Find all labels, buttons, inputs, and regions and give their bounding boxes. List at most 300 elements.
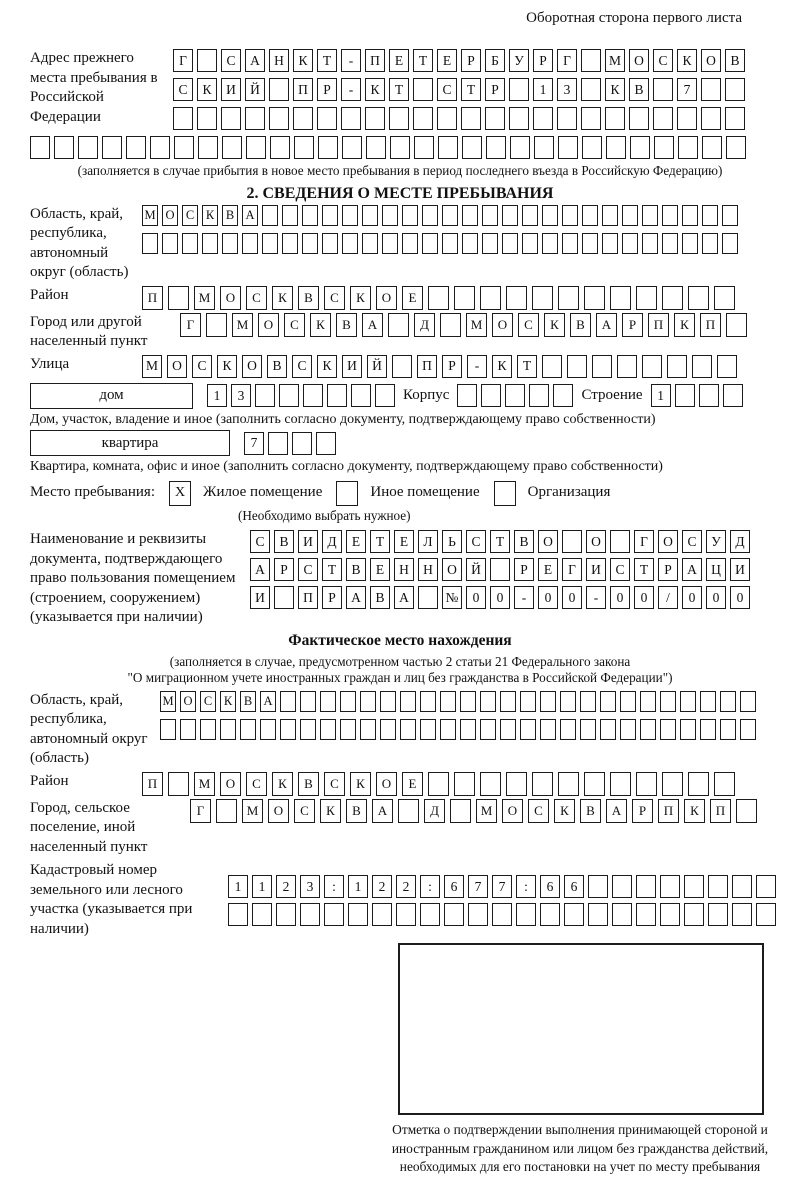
char-cell[interactable]: [732, 903, 752, 926]
char-cell[interactable]: [567, 355, 587, 378]
char-cell[interactable]: О: [242, 355, 262, 378]
char-cell[interactable]: [457, 384, 477, 407]
char-cell[interactable]: С: [221, 49, 241, 72]
char-cell[interactable]: 0: [538, 586, 558, 609]
char-cell[interactable]: 2: [276, 875, 296, 898]
char-cell[interactable]: [302, 205, 318, 226]
char-cell[interactable]: [540, 903, 560, 926]
char-cell[interactable]: [126, 136, 146, 159]
char-cell[interactable]: [532, 772, 553, 796]
char-cell[interactable]: [462, 233, 478, 254]
char-cell[interactable]: О: [586, 530, 606, 553]
char-cell[interactable]: [420, 903, 440, 926]
char-cell[interactable]: К: [202, 205, 218, 226]
char-cell[interactable]: Н: [269, 49, 289, 72]
char-cell[interactable]: [636, 772, 657, 796]
char-cell[interactable]: [500, 719, 516, 740]
char-cell[interactable]: :: [324, 875, 344, 898]
char-cell[interactable]: К: [674, 313, 695, 337]
char-cell[interactable]: К: [350, 772, 371, 796]
char-cell[interactable]: [262, 233, 278, 254]
char-cell[interactable]: [269, 78, 289, 101]
char-cell[interactable]: [216, 799, 237, 823]
char-cell[interactable]: [592, 355, 612, 378]
char-cell[interactable]: К: [310, 313, 331, 337]
char-cell[interactable]: К: [317, 355, 337, 378]
char-cell[interactable]: [300, 903, 320, 926]
char-cell[interactable]: [510, 136, 530, 159]
char-cell[interactable]: [630, 136, 650, 159]
char-cell[interactable]: П: [293, 78, 313, 101]
char-cell[interactable]: Р: [533, 49, 553, 72]
char-cell[interactable]: 3: [231, 384, 251, 407]
char-cell[interactable]: Т: [317, 49, 337, 72]
char-cell[interactable]: 1: [252, 875, 272, 898]
char-cell[interactable]: С: [518, 313, 539, 337]
char-cell[interactable]: [437, 107, 457, 130]
char-cell[interactable]: [438, 136, 458, 159]
char-cell[interactable]: [610, 286, 631, 310]
stay-checkbox-other[interactable]: [336, 481, 358, 506]
char-cell[interactable]: 1: [651, 384, 671, 407]
char-cell[interactable]: [520, 719, 536, 740]
char-cell[interactable]: В: [267, 355, 287, 378]
char-cell[interactable]: [246, 136, 266, 159]
char-cell[interactable]: [274, 586, 294, 609]
char-cell[interactable]: [723, 384, 743, 407]
char-cell[interactable]: [292, 432, 312, 455]
char-cell[interactable]: [206, 313, 227, 337]
char-cell[interactable]: П: [658, 799, 679, 823]
char-cell[interactable]: С: [250, 530, 270, 553]
char-cell[interactable]: [454, 286, 475, 310]
char-cell[interactable]: Д: [424, 799, 445, 823]
char-cell[interactable]: К: [272, 286, 293, 310]
char-cell[interactable]: [317, 107, 337, 130]
char-cell[interactable]: [78, 136, 98, 159]
char-cell[interactable]: В: [570, 313, 591, 337]
char-cell[interactable]: С: [324, 286, 345, 310]
char-cell[interactable]: [610, 530, 630, 553]
char-cell[interactable]: [640, 691, 656, 712]
char-cell[interactable]: [640, 719, 656, 740]
char-cell[interactable]: [480, 772, 501, 796]
char-cell[interactable]: [322, 205, 338, 226]
char-cell[interactable]: [622, 233, 638, 254]
char-cell[interactable]: Ь: [442, 530, 462, 553]
char-cell[interactable]: [680, 719, 696, 740]
char-cell[interactable]: Й: [245, 78, 265, 101]
char-cell[interactable]: Л: [418, 530, 438, 553]
char-cell[interactable]: А: [242, 205, 258, 226]
char-cell[interactable]: О: [180, 691, 196, 712]
char-cell[interactable]: [602, 233, 618, 254]
char-cell[interactable]: К: [365, 78, 385, 101]
char-cell[interactable]: [302, 233, 318, 254]
char-cell[interactable]: [388, 313, 409, 337]
char-cell[interactable]: Т: [322, 558, 342, 581]
char-cell[interactable]: 0: [682, 586, 702, 609]
char-cell[interactable]: А: [372, 799, 393, 823]
char-cell[interactable]: [481, 384, 501, 407]
char-cell[interactable]: [322, 233, 338, 254]
char-cell[interactable]: К: [544, 313, 565, 337]
char-cell[interactable]: [582, 136, 602, 159]
char-cell[interactable]: С: [182, 205, 198, 226]
char-cell[interactable]: П: [417, 355, 437, 378]
char-cell[interactable]: [610, 772, 631, 796]
char-cell[interactable]: 2: [396, 875, 416, 898]
char-cell[interactable]: [678, 136, 698, 159]
char-cell[interactable]: [482, 205, 498, 226]
char-cell[interactable]: [382, 233, 398, 254]
char-cell[interactable]: [380, 691, 396, 712]
char-cell[interactable]: [714, 772, 735, 796]
char-cell[interactable]: [740, 691, 756, 712]
char-cell[interactable]: [680, 691, 696, 712]
char-cell[interactable]: [414, 136, 434, 159]
char-cell[interactable]: 0: [466, 586, 486, 609]
char-cell[interactable]: Р: [322, 586, 342, 609]
char-cell[interactable]: [682, 205, 698, 226]
char-cell[interactable]: [382, 205, 398, 226]
char-cell[interactable]: [534, 136, 554, 159]
char-cell[interactable]: С: [653, 49, 673, 72]
char-cell[interactable]: [468, 903, 488, 926]
char-cell[interactable]: [282, 233, 298, 254]
char-cell[interactable]: [558, 772, 579, 796]
char-cell[interactable]: [142, 233, 158, 254]
char-cell[interactable]: [485, 107, 505, 130]
char-cell[interactable]: А: [346, 586, 366, 609]
char-cell[interactable]: Г: [190, 799, 211, 823]
char-cell[interactable]: К: [220, 691, 236, 712]
char-cell[interactable]: [360, 719, 376, 740]
char-cell[interactable]: О: [220, 286, 241, 310]
char-cell[interactable]: С: [200, 691, 216, 712]
char-cell[interactable]: И: [342, 355, 362, 378]
char-cell[interactable]: [197, 49, 217, 72]
char-cell[interactable]: С: [284, 313, 305, 337]
char-cell[interactable]: О: [629, 49, 649, 72]
char-cell[interactable]: П: [142, 772, 163, 796]
char-cell[interactable]: 0: [706, 586, 726, 609]
char-cell[interactable]: Т: [634, 558, 654, 581]
char-cell[interactable]: И: [298, 530, 318, 553]
char-cell[interactable]: В: [274, 530, 294, 553]
char-cell[interactable]: [620, 691, 636, 712]
char-cell[interactable]: [558, 286, 579, 310]
char-cell[interactable]: [221, 107, 241, 130]
char-cell[interactable]: [375, 384, 395, 407]
char-cell[interactable]: [509, 78, 529, 101]
char-cell[interactable]: [303, 384, 323, 407]
char-cell[interactable]: [588, 875, 608, 898]
char-cell[interactable]: [660, 691, 676, 712]
char-cell[interactable]: К: [197, 78, 217, 101]
char-cell[interactable]: Н: [418, 558, 438, 581]
char-cell[interactable]: [692, 355, 712, 378]
char-cell[interactable]: [581, 49, 601, 72]
char-cell[interactable]: [440, 719, 456, 740]
char-cell[interactable]: [168, 286, 189, 310]
char-cell[interactable]: [622, 205, 638, 226]
char-cell[interactable]: [606, 136, 626, 159]
char-cell[interactable]: [242, 233, 258, 254]
char-cell[interactable]: Е: [370, 558, 390, 581]
char-cell[interactable]: У: [509, 49, 529, 72]
char-cell[interactable]: [564, 903, 584, 926]
char-cell[interactable]: [642, 355, 662, 378]
char-cell[interactable]: [324, 903, 344, 926]
char-cell[interactable]: Е: [402, 772, 423, 796]
char-cell[interactable]: [540, 691, 556, 712]
char-cell[interactable]: [366, 136, 386, 159]
char-cell[interactable]: [516, 903, 536, 926]
char-cell[interactable]: О: [492, 313, 513, 337]
char-cell[interactable]: [636, 286, 657, 310]
char-cell[interactable]: :: [420, 875, 440, 898]
char-cell[interactable]: -: [514, 586, 534, 609]
char-cell[interactable]: [392, 355, 412, 378]
char-cell[interactable]: М: [466, 313, 487, 337]
char-cell[interactable]: [262, 205, 278, 226]
char-cell[interactable]: И: [250, 586, 270, 609]
char-cell[interactable]: Т: [490, 530, 510, 553]
char-cell[interactable]: [293, 107, 313, 130]
char-cell[interactable]: [736, 799, 757, 823]
char-cell[interactable]: [440, 313, 461, 337]
char-cell[interactable]: С: [324, 772, 345, 796]
char-cell[interactable]: [662, 772, 683, 796]
char-cell[interactable]: [320, 691, 336, 712]
char-cell[interactable]: [482, 233, 498, 254]
char-cell[interactable]: [282, 205, 298, 226]
char-cell[interactable]: [580, 691, 596, 712]
char-cell[interactable]: [636, 903, 656, 926]
char-cell[interactable]: К: [677, 49, 697, 72]
char-cell[interactable]: О: [162, 205, 178, 226]
char-cell[interactable]: Т: [389, 78, 409, 101]
char-cell[interactable]: О: [538, 530, 558, 553]
char-cell[interactable]: [509, 107, 529, 130]
char-cell[interactable]: [160, 719, 176, 740]
char-cell[interactable]: [582, 233, 598, 254]
char-cell[interactable]: К: [554, 799, 575, 823]
char-cell[interactable]: С: [682, 530, 702, 553]
char-cell[interactable]: Е: [394, 530, 414, 553]
char-cell[interactable]: [553, 384, 573, 407]
char-cell[interactable]: Т: [413, 49, 433, 72]
char-cell[interactable]: В: [240, 691, 256, 712]
char-cell[interactable]: Р: [317, 78, 337, 101]
char-cell[interactable]: [642, 205, 658, 226]
char-cell[interactable]: [413, 107, 433, 130]
char-cell[interactable]: [660, 903, 680, 926]
char-cell[interactable]: [486, 136, 506, 159]
char-cell[interactable]: 2: [372, 875, 392, 898]
char-cell[interactable]: [636, 875, 656, 898]
char-cell[interactable]: [500, 691, 516, 712]
char-cell[interactable]: К: [293, 49, 313, 72]
char-cell[interactable]: С: [437, 78, 457, 101]
char-cell[interactable]: 6: [540, 875, 560, 898]
char-cell[interactable]: Р: [658, 558, 678, 581]
char-cell[interactable]: И: [586, 558, 606, 581]
char-cell[interactable]: К: [217, 355, 237, 378]
char-cell[interactable]: [168, 772, 189, 796]
char-cell[interactable]: [480, 719, 496, 740]
char-cell[interactable]: Д: [414, 313, 435, 337]
char-cell[interactable]: [581, 78, 601, 101]
char-cell[interactable]: [620, 719, 636, 740]
char-cell[interactable]: [740, 719, 756, 740]
char-cell[interactable]: [654, 136, 674, 159]
char-cell[interactable]: [558, 136, 578, 159]
char-cell[interactable]: [340, 691, 356, 712]
char-cell[interactable]: 1: [533, 78, 553, 101]
char-cell[interactable]: [318, 136, 338, 159]
char-cell[interactable]: [444, 903, 464, 926]
char-cell[interactable]: О: [167, 355, 187, 378]
char-cell[interactable]: [462, 136, 482, 159]
char-cell[interactable]: [252, 903, 272, 926]
char-cell[interactable]: Г: [173, 49, 193, 72]
char-cell[interactable]: [280, 719, 296, 740]
char-cell[interactable]: [380, 719, 396, 740]
char-cell[interactable]: [197, 107, 217, 130]
char-cell[interactable]: [502, 233, 518, 254]
char-cell[interactable]: О: [442, 558, 462, 581]
char-cell[interactable]: [701, 78, 721, 101]
char-cell[interactable]: П: [142, 286, 163, 310]
char-cell[interactable]: В: [346, 558, 366, 581]
char-cell[interactable]: И: [730, 558, 750, 581]
char-cell[interactable]: [396, 903, 416, 926]
char-cell[interactable]: [662, 233, 678, 254]
char-cell[interactable]: [402, 205, 418, 226]
char-cell[interactable]: [581, 107, 601, 130]
char-cell[interactable]: М: [142, 355, 162, 378]
char-cell[interactable]: [667, 355, 687, 378]
char-cell[interactable]: 0: [730, 586, 750, 609]
char-cell[interactable]: [342, 136, 362, 159]
char-cell[interactable]: Т: [461, 78, 481, 101]
char-cell[interactable]: [588, 903, 608, 926]
char-cell[interactable]: [708, 903, 728, 926]
char-cell[interactable]: [560, 691, 576, 712]
char-cell[interactable]: В: [370, 586, 390, 609]
char-cell[interactable]: К: [605, 78, 625, 101]
char-cell[interactable]: [300, 719, 316, 740]
char-cell[interactable]: Й: [466, 558, 486, 581]
char-cell[interactable]: К: [272, 772, 293, 796]
char-cell[interactable]: [602, 205, 618, 226]
char-cell[interactable]: 0: [562, 586, 582, 609]
char-cell[interactable]: М: [242, 799, 263, 823]
char-cell[interactable]: [600, 719, 616, 740]
char-cell[interactable]: Р: [461, 49, 481, 72]
char-cell[interactable]: Б: [485, 49, 505, 72]
char-cell[interactable]: П: [700, 313, 721, 337]
char-cell[interactable]: [268, 432, 288, 455]
char-cell[interactable]: Е: [437, 49, 457, 72]
char-cell[interactable]: [714, 286, 735, 310]
char-cell[interactable]: Д: [322, 530, 342, 553]
char-cell[interactable]: [390, 136, 410, 159]
char-cell[interactable]: Г: [562, 558, 582, 581]
char-cell[interactable]: [726, 313, 747, 337]
char-cell[interactable]: [340, 719, 356, 740]
char-cell[interactable]: С: [173, 78, 193, 101]
char-cell[interactable]: С: [192, 355, 212, 378]
char-cell[interactable]: [450, 799, 471, 823]
char-cell[interactable]: 3: [300, 875, 320, 898]
char-cell[interactable]: Р: [485, 78, 505, 101]
char-cell[interactable]: 0: [490, 586, 510, 609]
char-cell[interactable]: [688, 772, 709, 796]
char-cell[interactable]: В: [629, 78, 649, 101]
char-cell[interactable]: С: [292, 355, 312, 378]
char-cell[interactable]: [720, 719, 736, 740]
char-cell[interactable]: [522, 233, 538, 254]
char-cell[interactable]: [699, 384, 719, 407]
char-cell[interactable]: [389, 107, 409, 130]
char-cell[interactable]: [222, 233, 238, 254]
char-cell[interactable]: [542, 205, 558, 226]
char-cell[interactable]: А: [596, 313, 617, 337]
char-cell[interactable]: [702, 205, 718, 226]
char-cell[interactable]: [520, 691, 536, 712]
char-cell[interactable]: М: [605, 49, 625, 72]
char-cell[interactable]: [270, 136, 290, 159]
char-cell[interactable]: [460, 691, 476, 712]
char-cell[interactable]: Н: [394, 558, 414, 581]
char-cell[interactable]: [342, 205, 358, 226]
char-cell[interactable]: [294, 136, 314, 159]
char-cell[interactable]: 3: [557, 78, 577, 101]
char-cell[interactable]: [173, 107, 193, 130]
char-cell[interactable]: [700, 719, 716, 740]
char-cell[interactable]: [362, 205, 378, 226]
char-cell[interactable]: О: [268, 799, 289, 823]
char-cell[interactable]: [582, 205, 598, 226]
char-cell[interactable]: 7: [677, 78, 697, 101]
char-cell[interactable]: [605, 107, 625, 130]
char-cell[interactable]: Д: [730, 530, 750, 553]
char-cell[interactable]: Й: [367, 355, 387, 378]
char-cell[interactable]: А: [245, 49, 265, 72]
char-cell[interactable]: [502, 205, 518, 226]
char-cell[interactable]: [722, 233, 738, 254]
char-cell[interactable]: [320, 719, 336, 740]
char-cell[interactable]: [460, 719, 476, 740]
char-cell[interactable]: [342, 233, 358, 254]
char-cell[interactable]: [402, 233, 418, 254]
char-cell[interactable]: 0: [610, 586, 630, 609]
char-cell[interactable]: [756, 875, 776, 898]
char-cell[interactable]: [684, 903, 704, 926]
char-cell[interactable]: П: [710, 799, 731, 823]
char-cell[interactable]: [732, 875, 752, 898]
char-cell[interactable]: [684, 875, 704, 898]
char-cell[interactable]: [506, 286, 527, 310]
char-cell[interactable]: О: [220, 772, 241, 796]
char-cell[interactable]: А: [250, 558, 270, 581]
char-cell[interactable]: 6: [444, 875, 464, 898]
char-cell[interactable]: [420, 691, 436, 712]
stay-checkbox-organization[interactable]: [494, 481, 516, 506]
